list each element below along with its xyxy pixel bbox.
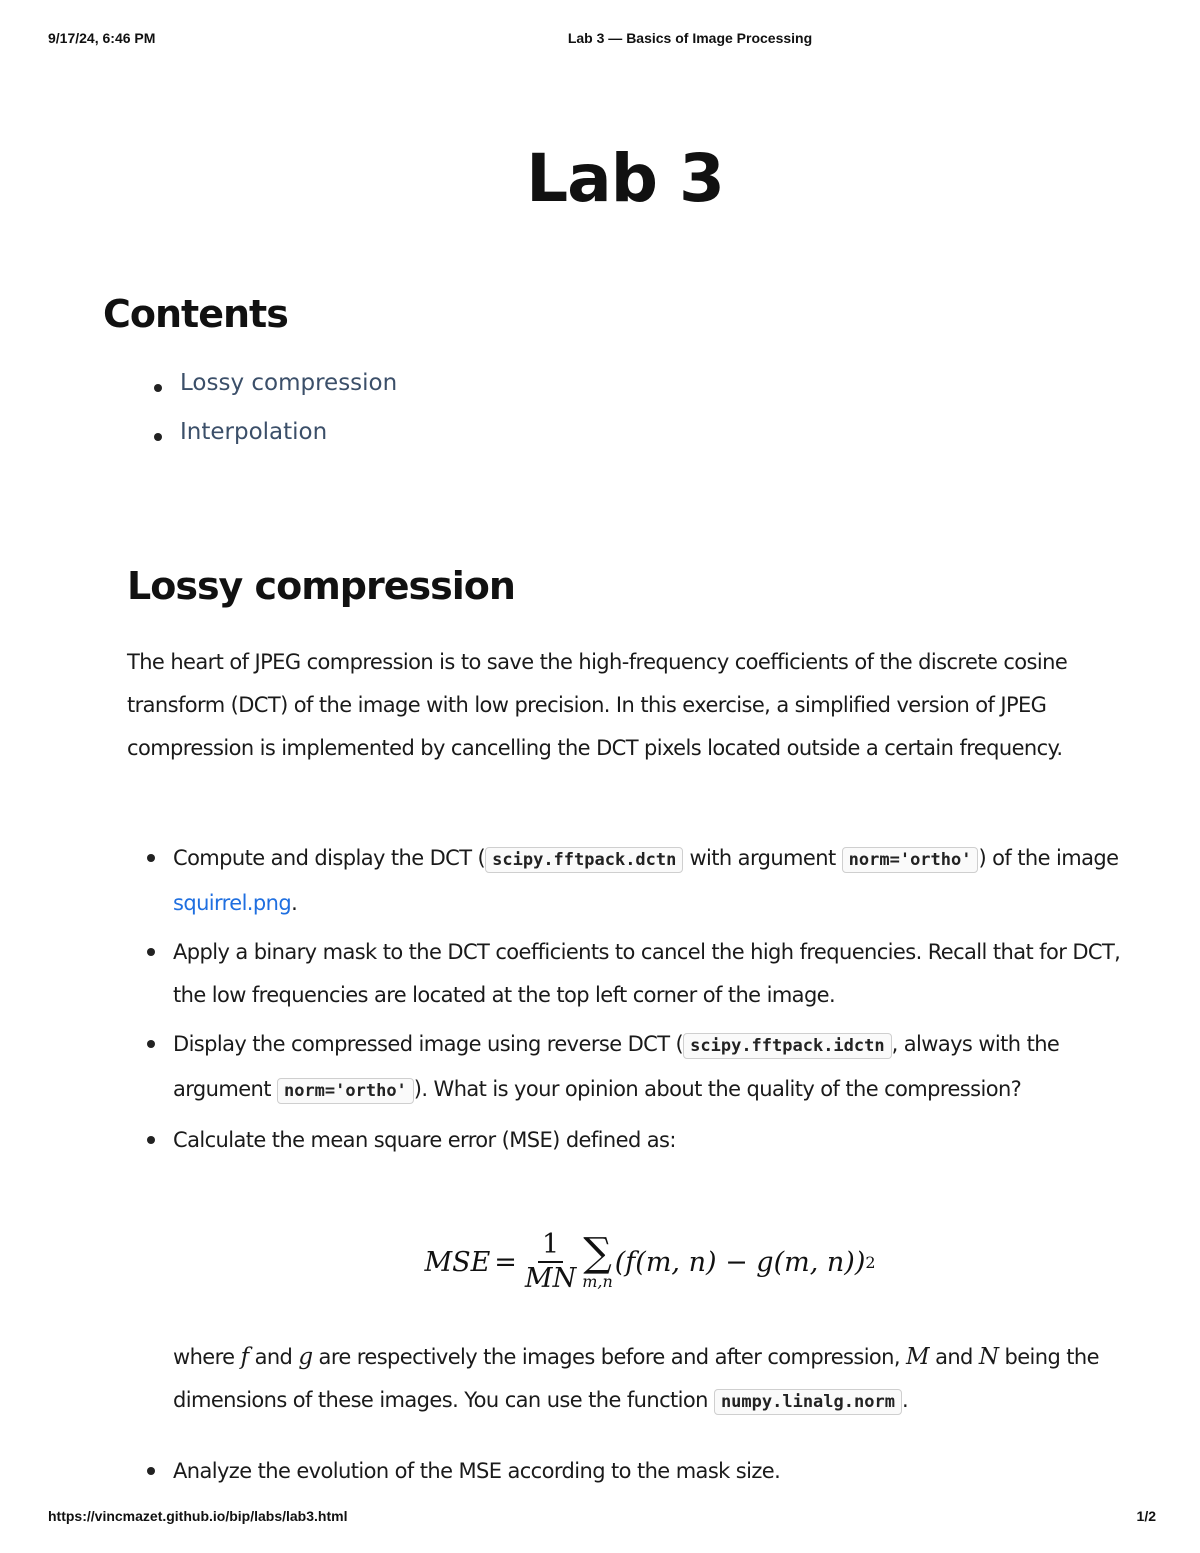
- print-footer: [0, 1508, 1200, 1532]
- sigma-symbol: ∑: [583, 1230, 612, 1276]
- toc-item-interpolation: [154, 419, 397, 468]
- print-datetime: 9/17/24, 6:46 PM: [48, 30, 156, 46]
- section-heading: Lossy compression: [127, 564, 515, 608]
- explanation-text: .: [901, 1388, 909, 1412]
- formula-explanation: [173, 1336, 1133, 1424]
- task-text: Display the compressed image using reverse DCT (: [173, 1032, 684, 1056]
- task-text: .: [291, 891, 298, 915]
- task-text: ). What is your opinion about the quality of the compression?: [413, 1077, 1022, 1101]
- toc-item-lossy-compression: [154, 370, 397, 419]
- print-url: https://vincmazet.github.io/bip/labs/lab3.html: [48, 1508, 348, 1524]
- task-text: ) of the image: [978, 846, 1119, 870]
- task-item: [147, 931, 1127, 1017]
- explanation-text: where: [173, 1345, 241, 1369]
- print-header: [0, 30, 1200, 54]
- explanation-text: being the dimensions of these images. You can use the function: [173, 1345, 1099, 1412]
- print-title: Lab 3 — Basics of Image Processing: [567, 30, 813, 46]
- mse-formula: [0, 1222, 1200, 1302]
- explanation-text: and: [248, 1345, 299, 1369]
- task-text: , always with the argument: [173, 1032, 1060, 1101]
- formula-exponent: 2: [865, 1252, 876, 1272]
- intro-paragraph: The heart of JPEG compression is to save the high-frequency coefficients of the discrete cosine transform (DCT) of the image with low precision. In this exercise, a simplified version of JPEG compression is implemented by cancelling the DCT pixels located outside a certain frequency.: [127, 650, 1068, 760]
- math-N: N: [978, 1344, 999, 1370]
- task-item: [147, 1119, 1127, 1162]
- task-item: [147, 1023, 1127, 1113]
- contents-heading: Contents: [103, 292, 288, 336]
- math-M: M: [906, 1344, 929, 1370]
- squirrel-image-link[interactable]: squirrel.png: [173, 891, 292, 915]
- task-list: [147, 837, 1127, 1168]
- inline-code: norm='ortho': [842, 847, 979, 873]
- formula-body: (f(m, n) − g(m, n)): [614, 1246, 866, 1278]
- inline-code: scipy.fftpack.idctn: [683, 1033, 891, 1059]
- formula-numerator: 1: [538, 1229, 563, 1263]
- print-page-number: 1/2: [1136, 1508, 1156, 1524]
- task-item: [147, 837, 1127, 925]
- inline-code: norm='ortho': [277, 1078, 414, 1104]
- task-text: Analyze the evolution of the MSE according to the mask size.: [173, 1459, 781, 1483]
- toc-link-interpolation[interactable]: Interpolation: [180, 419, 328, 445]
- task-text: Apply a binary mask to the DCT coefficients to cancel the high frequencies. Recall that for DCT, the low frequencies are located at the top left corner of the image.: [173, 940, 1121, 1007]
- table-of-contents: [154, 370, 397, 468]
- inline-code: scipy.fftpack.dctn: [485, 847, 683, 873]
- task-text: Compute and display the DCT (: [173, 846, 486, 870]
- sum-subscript: m,n: [582, 1272, 613, 1291]
- toc-link-lossy-compression[interactable]: Lossy compression: [180, 370, 398, 396]
- math-g: g: [298, 1344, 313, 1370]
- explanation-text: are respectively the images before and after compression,: [312, 1345, 907, 1369]
- task-list-continued: [147, 1450, 1127, 1493]
- page-title: Lab 3: [526, 140, 724, 217]
- formula-sum: [582, 1230, 613, 1291]
- inline-code: numpy.linalg.norm: [714, 1389, 902, 1415]
- task-text: with argument: [683, 846, 842, 870]
- formula-lhs: MSE: [424, 1246, 491, 1278]
- formula-denominator: MN: [524, 1263, 577, 1294]
- task-text: Calculate the mean square error (MSE) defined as:: [173, 1128, 676, 1152]
- math-f: f: [240, 1344, 249, 1370]
- task-item: [147, 1450, 1127, 1493]
- formula-fraction: [525, 1229, 576, 1295]
- formula-equals: =: [494, 1246, 517, 1278]
- explanation-text: and: [929, 1345, 979, 1369]
